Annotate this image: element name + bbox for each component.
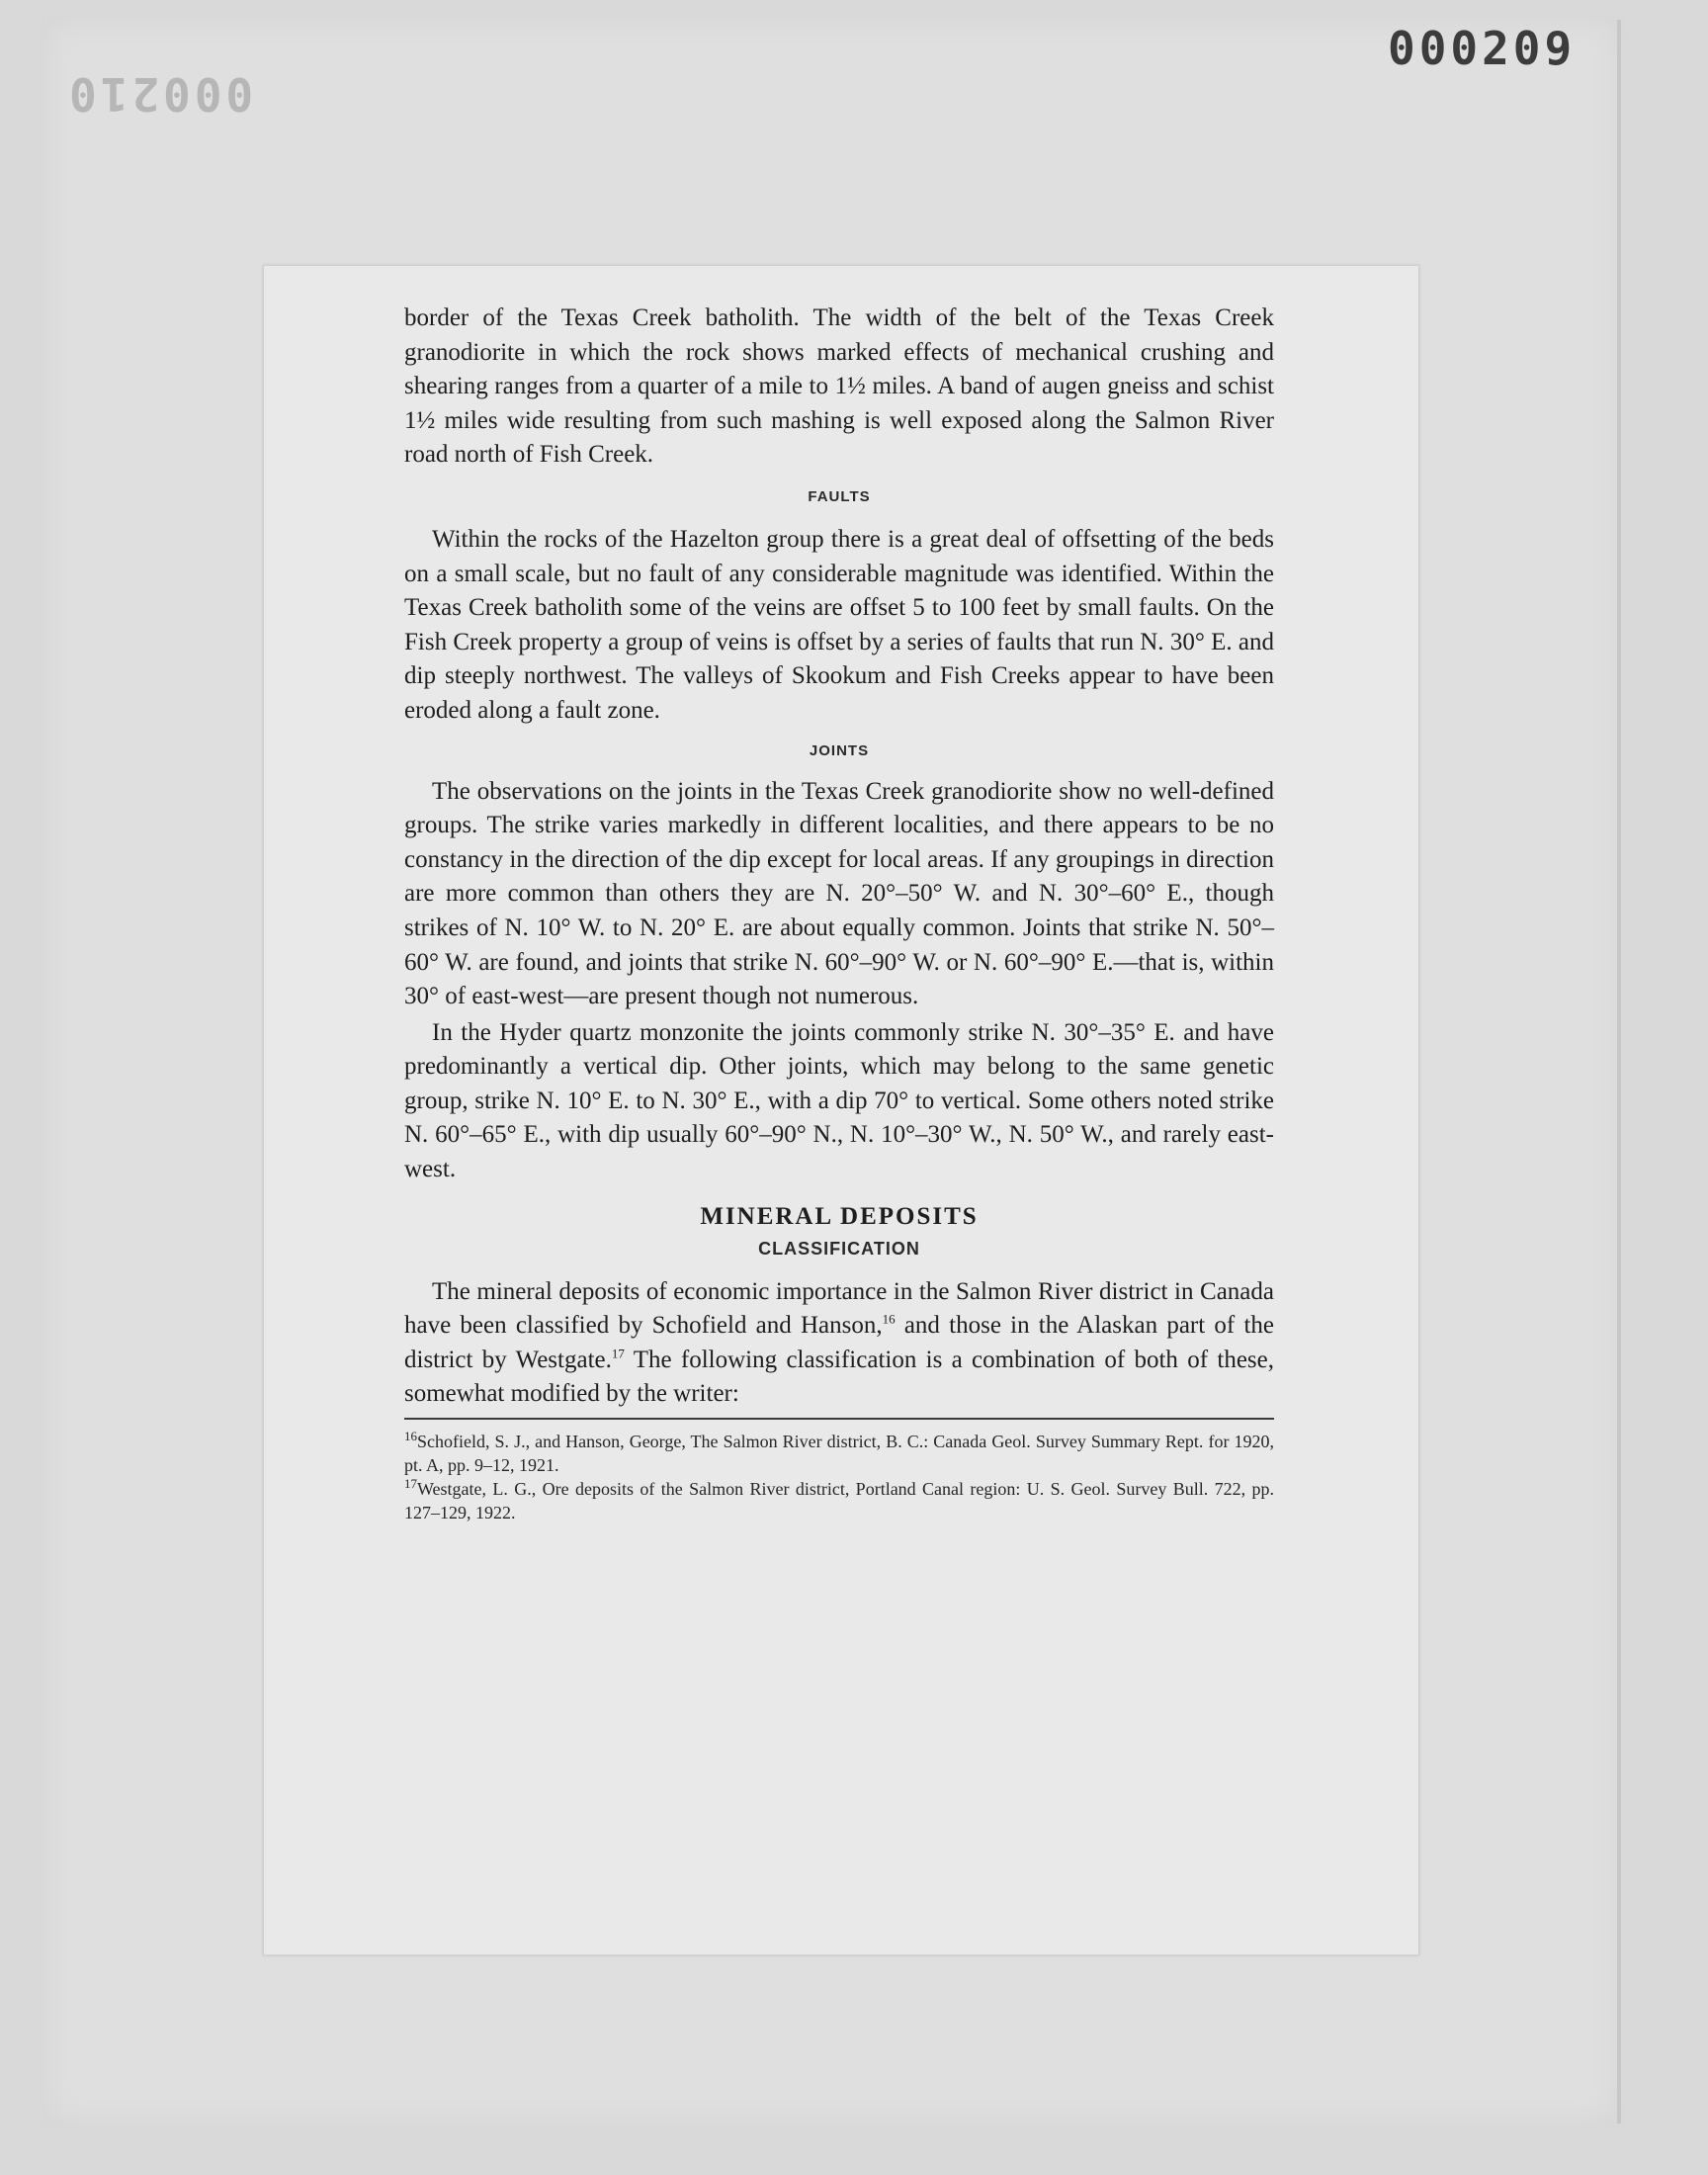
classification-paragraph <box>404 1275 1274 1412</box>
classification-heading: CLASSIFICATION <box>758 1238 920 1259</box>
footnote-16-mark: 16 <box>404 1429 417 1444</box>
faults-paragraph: Within the rocks of the Hazelton group there is a great deal of offsetting of the beds on a small scale, but no fault of any considerable magnitude was identified. Within the Texas Creek batholith some of the veins are offset 5 to 100 feet by small faults. On the Fish Creek property a group of veins is offset by a series of faults that run N. 30° E. and dip steeply northwest. The valleys of Skookum and Fish Creeks appear to have been eroded along a fault zone. <box>404 525 1274 724</box>
page-content <box>404 302 1274 1524</box>
footnote-16 <box>404 1430 1274 1477</box>
footnote-17-mark: 17 <box>404 1476 417 1492</box>
classification-text-1: The mineral deposits of economic importance in the Salmon River district in Canada have been classified by Schofield and Hanson, <box>404 1277 1274 1340</box>
joints-paragraph-2: In the Hyder quartz monzonite the joints commonly strike N. 30°–35° E. and have predominantly a vertical dip. Other joints, which may belong to the same genetic group, strike N. 10° E. to N. 30° E., with a dip 70° to vertical. Some others noted strike N. 60°–65° E., with dip usually 60°–90° N., N. 10°–30° W., N. 50° W., and rarely east-west. <box>404 1018 1274 1183</box>
intro-paragraph: border of the Texas Creek batholith. The width of the belt of the Texas Creek granodiorite in which the rock shows marked effects of mechanical crushing and shearing ranges from a quarter of a mile to 1½ miles. A band of augen gneiss and schist 1½ miles wide resulting from such mashing is well exposed along the Salmon River road north of Fish Creek. <box>404 304 1274 469</box>
sheet-edge <box>1617 20 1621 2124</box>
page-stamp-left: 000210 <box>65 67 254 121</box>
page-stamp-right: 000209 <box>1388 22 1577 75</box>
classification-text-3: The following classification is a combination of both of these, somewhat modified by the writer: <box>404 1346 1274 1408</box>
classification-text-2: and those in the Alaskan part of the district by Westgate. <box>404 1312 1274 1373</box>
footnote-17 <box>404 1477 1274 1524</box>
joints-heading: JOINTS <box>809 741 870 759</box>
footnote-16-text: Schofield, S. J., and Hanson, George, The Salmon River district, B. C.: Canada Geol. Survey Summary Rept. for 1920, pt. A, pp. 9–12, 1921. <box>404 1432 1274 1476</box>
joints-paragraph-1: The observations on the joints in the Texas Creek granodiorite show no well-defined groups. The strike varies markedly in different localities, and there appears to be no constancy in the direction of the dip except for local areas. If any groupings in direction are more common than others they are N. 20°–50° W. and N. 30°–60° E., though strikes of N. 10° W. to N. 20° E. are about equally common. Joints that strike N. 50°–60° W. are found, and joints that strike N. 60°–90° W. or N. 60°–90° E.—that is, within 30° of east-west—are present though not numerous. <box>404 777 1274 1010</box>
footnote-17-text: Westgate, L. G., Ore deposits of the Salmon River district, Portland Canal region: U. S. Geol. Survey Bull. 722, pp. 127–129, 1922. <box>404 1479 1274 1523</box>
document-page <box>263 265 1419 1956</box>
footnote-ref-16: 16 <box>882 1311 896 1327</box>
faults-heading: FAULTS <box>808 487 871 505</box>
footnote-ref-17: 17 <box>611 1346 625 1361</box>
mineral-deposits-heading: MINERAL DEPOSITS <box>700 1202 979 1230</box>
